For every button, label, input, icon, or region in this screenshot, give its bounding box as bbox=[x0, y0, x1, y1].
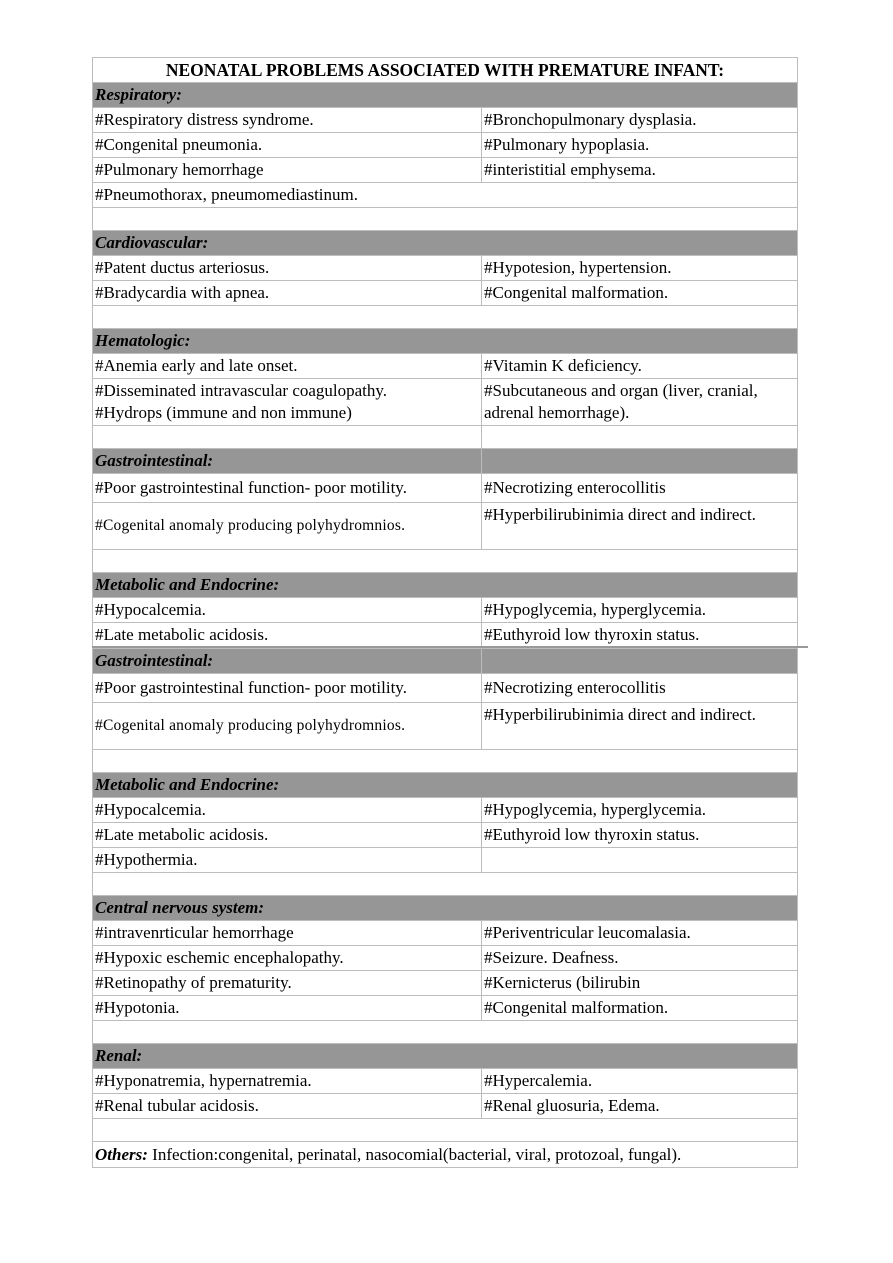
table-cell: #Hyperbilirubinimia direct and indirect. bbox=[482, 703, 798, 750]
table-cell: #Necrotizing enterocollitis bbox=[482, 674, 798, 703]
section-heading-hematologic: Hematologic: bbox=[93, 329, 798, 354]
section-heading-metabolic: Metabolic and Endocrine: bbox=[93, 573, 798, 598]
table-cell: #Cogenital anomaly producing polyhydromnios. bbox=[93, 503, 482, 550]
blank-row bbox=[93, 1021, 798, 1044]
table-cell: #Hypercalemia. bbox=[482, 1069, 798, 1094]
table-cell: #Poor gastrointestinal function- poor motility. bbox=[93, 674, 482, 703]
cell-line: #Disseminated intravascular coagulopathy. bbox=[95, 381, 388, 400]
section-heading-respiratory: Respiratory: bbox=[93, 83, 798, 108]
table-cell: #Pulmonary hypoplasia. bbox=[482, 133, 798, 158]
section-heading-fill bbox=[482, 649, 798, 674]
table-page-2 bbox=[92, 648, 798, 1168]
table-cell: #Kernicterus (bilirubin bbox=[482, 971, 798, 996]
table-cell: #interistitial emphysema. bbox=[482, 158, 798, 183]
section-heading-metabolic: Metabolic and Endocrine: bbox=[93, 773, 798, 798]
section-heading-gastrointestinal: Gastrointestinal: bbox=[93, 449, 482, 474]
table-cell bbox=[93, 379, 482, 426]
table-cell: #Pulmonary hemorrhage bbox=[93, 158, 482, 183]
table-cell: #Hypocalcemia. bbox=[93, 798, 482, 823]
blank-row bbox=[93, 873, 798, 896]
table-cell: #Euthyroid low thyroxin status. bbox=[482, 823, 798, 848]
table-cell: #Poor gastrointestinal function- poor motility. bbox=[93, 474, 482, 503]
table-cell: #intravenrticular hemorrhage bbox=[93, 921, 482, 946]
cell-line: #Hydrops (immune and non immune) bbox=[95, 403, 352, 422]
blank-cell bbox=[93, 426, 482, 449]
table-cell: #Vitamin K deficiency. bbox=[482, 354, 798, 379]
others-label: Others: bbox=[95, 1145, 148, 1164]
section-heading-gastrointestinal: Gastrointestinal: bbox=[93, 649, 482, 674]
table-cell: #Late metabolic acidosis. bbox=[93, 623, 482, 648]
table-cell: #Congenital malformation. bbox=[482, 996, 798, 1021]
blank-cell bbox=[482, 426, 798, 449]
blank-row bbox=[93, 1119, 798, 1142]
table-cell bbox=[482, 848, 798, 873]
table-cell: #Hypocalcemia. bbox=[93, 598, 482, 623]
table-cell: #Late metabolic acidosis. bbox=[93, 823, 482, 848]
table-cell: #Periventricular leucomalasia. bbox=[482, 921, 798, 946]
table-cell: #Hypothermia. bbox=[93, 848, 482, 873]
section-heading-fill bbox=[482, 449, 798, 474]
table-cell: #Necrotizing enterocollitis bbox=[482, 474, 798, 503]
table-cell: #Hypoglycemia, hyperglycemia. bbox=[482, 598, 798, 623]
section-heading-renal: Renal: bbox=[93, 1044, 798, 1069]
table-cell: #Anemia early and late onset. bbox=[93, 354, 482, 379]
table-cell: #Hypotesion, hypertension. bbox=[482, 256, 798, 281]
blank-row bbox=[93, 306, 798, 329]
table-cell: #Hypotonia. bbox=[93, 996, 482, 1021]
blank-row bbox=[93, 550, 798, 573]
table-cell: #Euthyroid low thyroxin status. bbox=[482, 623, 798, 648]
table-cell: #Bradycardia with apnea. bbox=[93, 281, 482, 306]
others-text: Infection:congenital, perinatal, nasocomial(bacterial, viral, protozoal, fungal). bbox=[147, 1145, 682, 1164]
table-cell: #Cogenital anomaly producing polyhydromnios. bbox=[93, 703, 482, 750]
table-cell: #Renal gluosuria, Edema. bbox=[482, 1094, 798, 1119]
table-cell: #Hyperbilirubinimia direct and indirect. bbox=[482, 503, 798, 550]
table-cell: #Hyponatremia, hypernatremia. bbox=[93, 1069, 482, 1094]
table-cell: #Renal tubular acidosis. bbox=[93, 1094, 482, 1119]
blank-row bbox=[93, 750, 798, 773]
table-cell: #Respiratory distress syndrome. bbox=[93, 108, 482, 133]
table-cell: #Retinopathy of prematurity. bbox=[93, 971, 482, 996]
table-cell: #Seizure. Deafness. bbox=[482, 946, 798, 971]
table-page-1 bbox=[92, 57, 798, 648]
section-heading-cardiovascular: Cardiovascular: bbox=[93, 231, 798, 256]
table-cell: #Bronchopulmonary dysplasia. bbox=[482, 108, 798, 133]
table-cell: #Hypoglycemia, hyperglycemia. bbox=[482, 798, 798, 823]
blank-row bbox=[93, 208, 798, 231]
page-title: NEONATAL PROBLEMS ASSOCIATED WITH PREMATURE INFANT: bbox=[93, 58, 798, 83]
table-cell: #Hypoxic eschemic encephalopathy. bbox=[93, 946, 482, 971]
table-cell: #Subcutaneous and organ (liver, cranial, adrenal hemorrhage). bbox=[482, 379, 798, 426]
table-cell: #Congenital pneumonia. bbox=[93, 133, 482, 158]
table-cell: #Patent ductus arteriosus. bbox=[93, 256, 482, 281]
table-cell: #Pneumothorax, pneumomediastinum. bbox=[93, 183, 798, 208]
section-heading-cns: Central nervous system: bbox=[93, 896, 798, 921]
table-cell: #Congenital malformation. bbox=[482, 281, 798, 306]
others-cell bbox=[93, 1142, 798, 1168]
